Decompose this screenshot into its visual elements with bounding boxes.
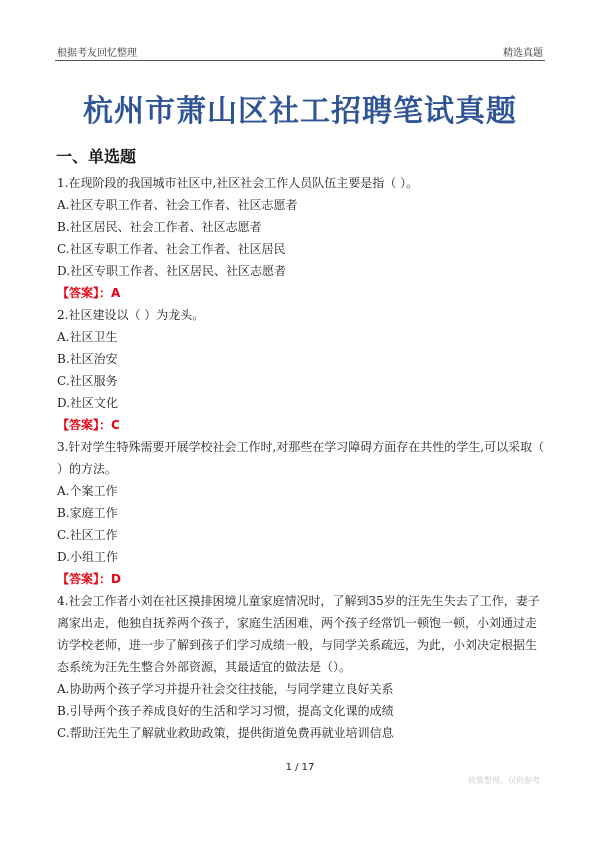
question-stem: 4.社会工作者小刘在社区摸排困境儿童家庭情况时，了解到35岁的汪先生失去了工作，妻子离家出走，他独自抚养两个孩子，家庭生活困难，两个孩子经常饥一顿饱一顿，小刘通过走访学校老师，进一步了解到孩子们学习成绩一般，与同学关系疏远，为此，小刘决定根据生态系统为汪先生整合外部资源，其最适宜的做法是（）。 [57, 594, 540, 674]
question-2 [57, 304, 545, 436]
question-answer: 【答案】：A [57, 286, 121, 300]
question-1 [57, 172, 545, 304]
question-answer: 【答案】：D [57, 572, 121, 586]
question-option: D.社区专职工作者、社区居民、社区志愿者 [57, 264, 287, 278]
question-option: C.社区服务 [57, 374, 118, 388]
question-option: B.社区居民、社会工作者、社区志愿者 [57, 220, 262, 234]
question-option: A.协助两个孩子学习并提升社会交往技能，与同学建立良好关系 [57, 682, 394, 696]
header-left-text: 根据考友回忆整理 [57, 48, 137, 59]
section-heading: 一、单选题 [56, 147, 137, 166]
question-option: B.引导两个孩子养成良好的生活和学习习惯，提高文化课的成绩 [57, 704, 394, 718]
question-option: C.帮助汪先生了解就业救助政策，提供街道免费再就业培训信息 [57, 726, 394, 740]
page-number: 1 / 17 [285, 762, 315, 773]
question-answer: 【答案】：C [57, 418, 120, 432]
question-option: A.个案工作 [57, 484, 118, 498]
header-rule [55, 60, 545, 61]
question-stem: 2.社区建设以（ ）为龙头。 [57, 308, 205, 322]
page-title: 杭州市萧山区社工招聘笔试真题 [83, 94, 517, 129]
question-stem: 1.在现阶段的我国城市社区中,社区社会工作人员队伍主要是指（ ）。 [57, 176, 419, 190]
header-right-text: 精选真题 [503, 48, 543, 59]
question-option: B.社区治安 [57, 352, 118, 366]
question-stem: 3.针对学生特殊需要开展学校社会工作时,对那些在学习障碍方面存在共性的学生,可以采取（ ）的方法。 [57, 440, 545, 476]
question-option: C.社区专职工作者、社会工作者、社区居民 [57, 242, 286, 256]
question-list [57, 172, 545, 744]
watermark: 收集整理，仅供参考 [468, 776, 540, 785]
question-3 [57, 436, 545, 590]
question-option: C.社区工作 [57, 528, 118, 542]
question-option: A.社区卫生 [57, 330, 118, 344]
question-option: D.小组工作 [57, 550, 119, 564]
question-option: A.社区专职工作者、社会工作者、社区志愿者 [57, 198, 298, 212]
question-option: B.家庭工作 [57, 506, 118, 520]
question-4 [57, 590, 545, 744]
question-option: D.社区文化 [57, 396, 119, 410]
